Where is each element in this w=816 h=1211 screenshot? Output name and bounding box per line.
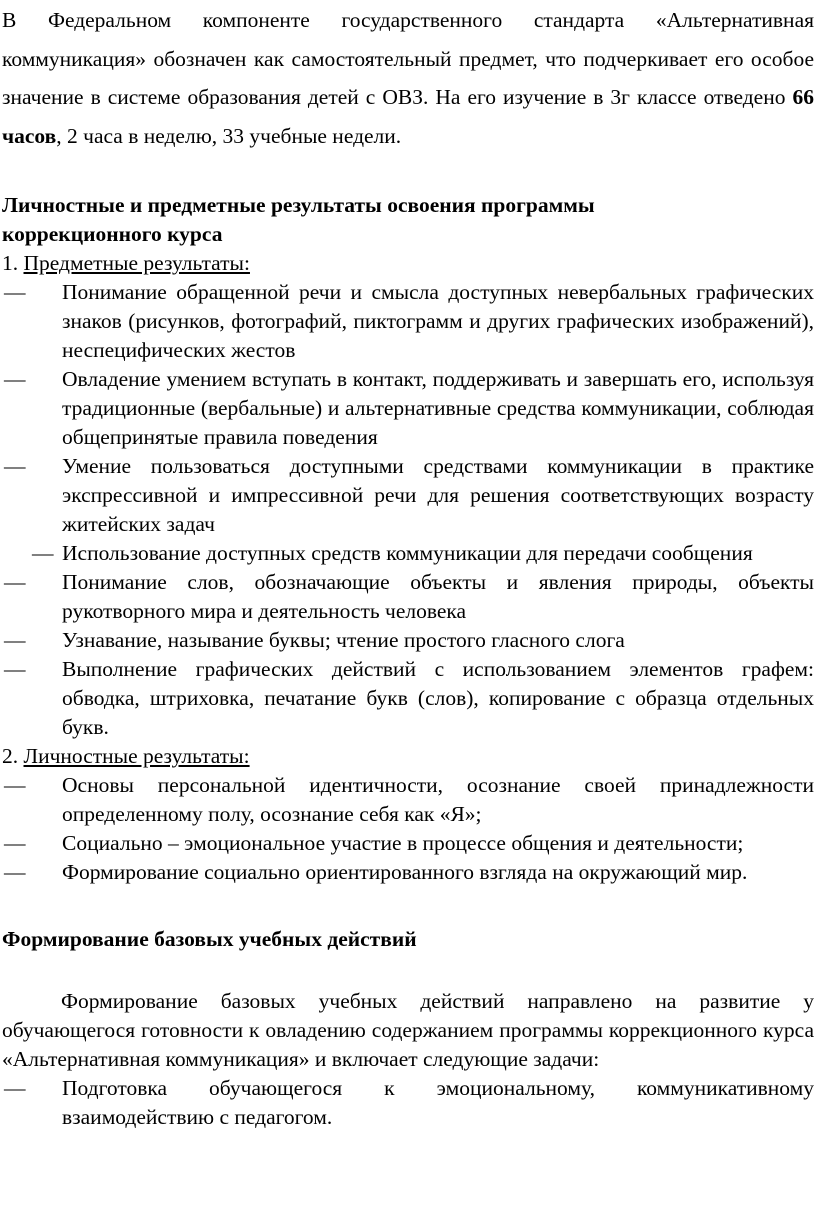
- dash-marker: —: [4, 657, 26, 682]
- dash-marker: —: [4, 1076, 26, 1101]
- personal-results-list: [2, 771, 814, 887]
- list-item: [2, 829, 814, 858]
- subject-results-number: 1.: [2, 251, 24, 276]
- intro-paragraph: [2, 1, 814, 155]
- dash-marker: —: [4, 367, 26, 392]
- list-item: [2, 858, 814, 887]
- list-item-text: Узнавание, называние буквы; чтение простого гласного слога: [62, 628, 625, 653]
- section-title-results: [2, 191, 814, 249]
- basic-actions-list: [2, 1074, 814, 1132]
- list-item: [2, 278, 814, 365]
- list-item-text: Использование доступных средств коммуникации для передачи сообщения: [62, 541, 753, 566]
- basic-actions-paragraph: Формирование базовых учебных действий направлено на развитие у обучающегося готовности к овладению содержанием программы коррекционного курса «Альтернативная коммуникация» и включает следующие задачи:: [2, 989, 814, 1072]
- subject-results-list: [2, 278, 814, 742]
- list-item-text: Социально – эмоциональное участие в процессе общения и деятельности;: [62, 831, 744, 856]
- list-item-text: Формирование социально ориентированного взгляда на окружающий мир.: [62, 860, 748, 885]
- list-item-text: Овладение умением вступать в контакт, поддерживать и завершать его, используя традиционные (вербальные) и альтернативные средства коммуникации, соблюдая общепринятые правила поведения: [62, 367, 814, 450]
- intro-text-start: В Федеральном компоненте государственного стандарта «Альтернативная коммуникация» обозначен как самостоятельный предмет, что подчеркивает его особое значение в системе образования детей с ОВЗ. На его изучение в 3г классе отведено: [2, 8, 814, 110]
- section-title-basic-actions: Формирование базовых учебных действий: [2, 927, 417, 952]
- dash-marker: —: [4, 628, 26, 653]
- dash-marker: —: [32, 541, 54, 566]
- list-item: [2, 568, 814, 626]
- list-item: [2, 452, 814, 539]
- list-item-text: Выполнение графических действий с использованием элементов графем: обводка, штриховка, печатание букв (слов), копирование с образца отдельных букв.: [62, 657, 814, 740]
- list-item: [2, 655, 814, 742]
- dash-marker: —: [4, 280, 26, 305]
- personal-results-number: 2.: [2, 744, 24, 769]
- list-item: [2, 365, 814, 452]
- list-item-text: Основы персональной идентичности, осознание своей принадлежности определенному полу, осознание себя как «Я»;: [62, 773, 814, 827]
- dash-marker: —: [4, 860, 26, 885]
- dash-marker: —: [4, 773, 26, 798]
- list-item: [2, 539, 814, 568]
- intro-text-end: , 2 часа в неделю, 33 учебные недели.: [56, 123, 402, 148]
- list-item: [2, 1074, 814, 1132]
- list-item: [2, 626, 814, 655]
- personal-results-label: Личностные результаты:: [23, 744, 250, 769]
- list-item-text: Подготовка обучающегося к эмоциональному, коммуникативному взаимодействию с педагогом.: [62, 1076, 814, 1130]
- list-item-text: Понимание обращенной речи и смысла доступных невербальных графических знаков (рисунков, фотографий, пиктограмм и других графических изображений), неспецифических жестов: [62, 280, 814, 363]
- list-item-text: Умение пользоваться доступными средствами коммуникации в практике экспрессивной и импрессивной речи для решения соответствующих возрасту житейских задач: [62, 454, 814, 537]
- dash-marker: —: [4, 454, 26, 479]
- dash-marker: —: [4, 570, 26, 595]
- subject-results-heading: [2, 249, 814, 278]
- personal-results-heading: [2, 742, 814, 771]
- section-title-line-2: коррекционного курса: [2, 222, 223, 247]
- list-item-text: Понимание слов, обозначающие объекты и явления природы, объекты рукотворного мира и деятельность человека: [62, 570, 814, 624]
- dash-marker: —: [4, 831, 26, 856]
- section-title-line-1: Личностные и предметные результаты освоения программы: [2, 193, 595, 218]
- hours-bold: 66 часов: [2, 85, 814, 148]
- list-item: [2, 771, 814, 829]
- subject-results-label: Предметные результаты:: [23, 251, 250, 276]
